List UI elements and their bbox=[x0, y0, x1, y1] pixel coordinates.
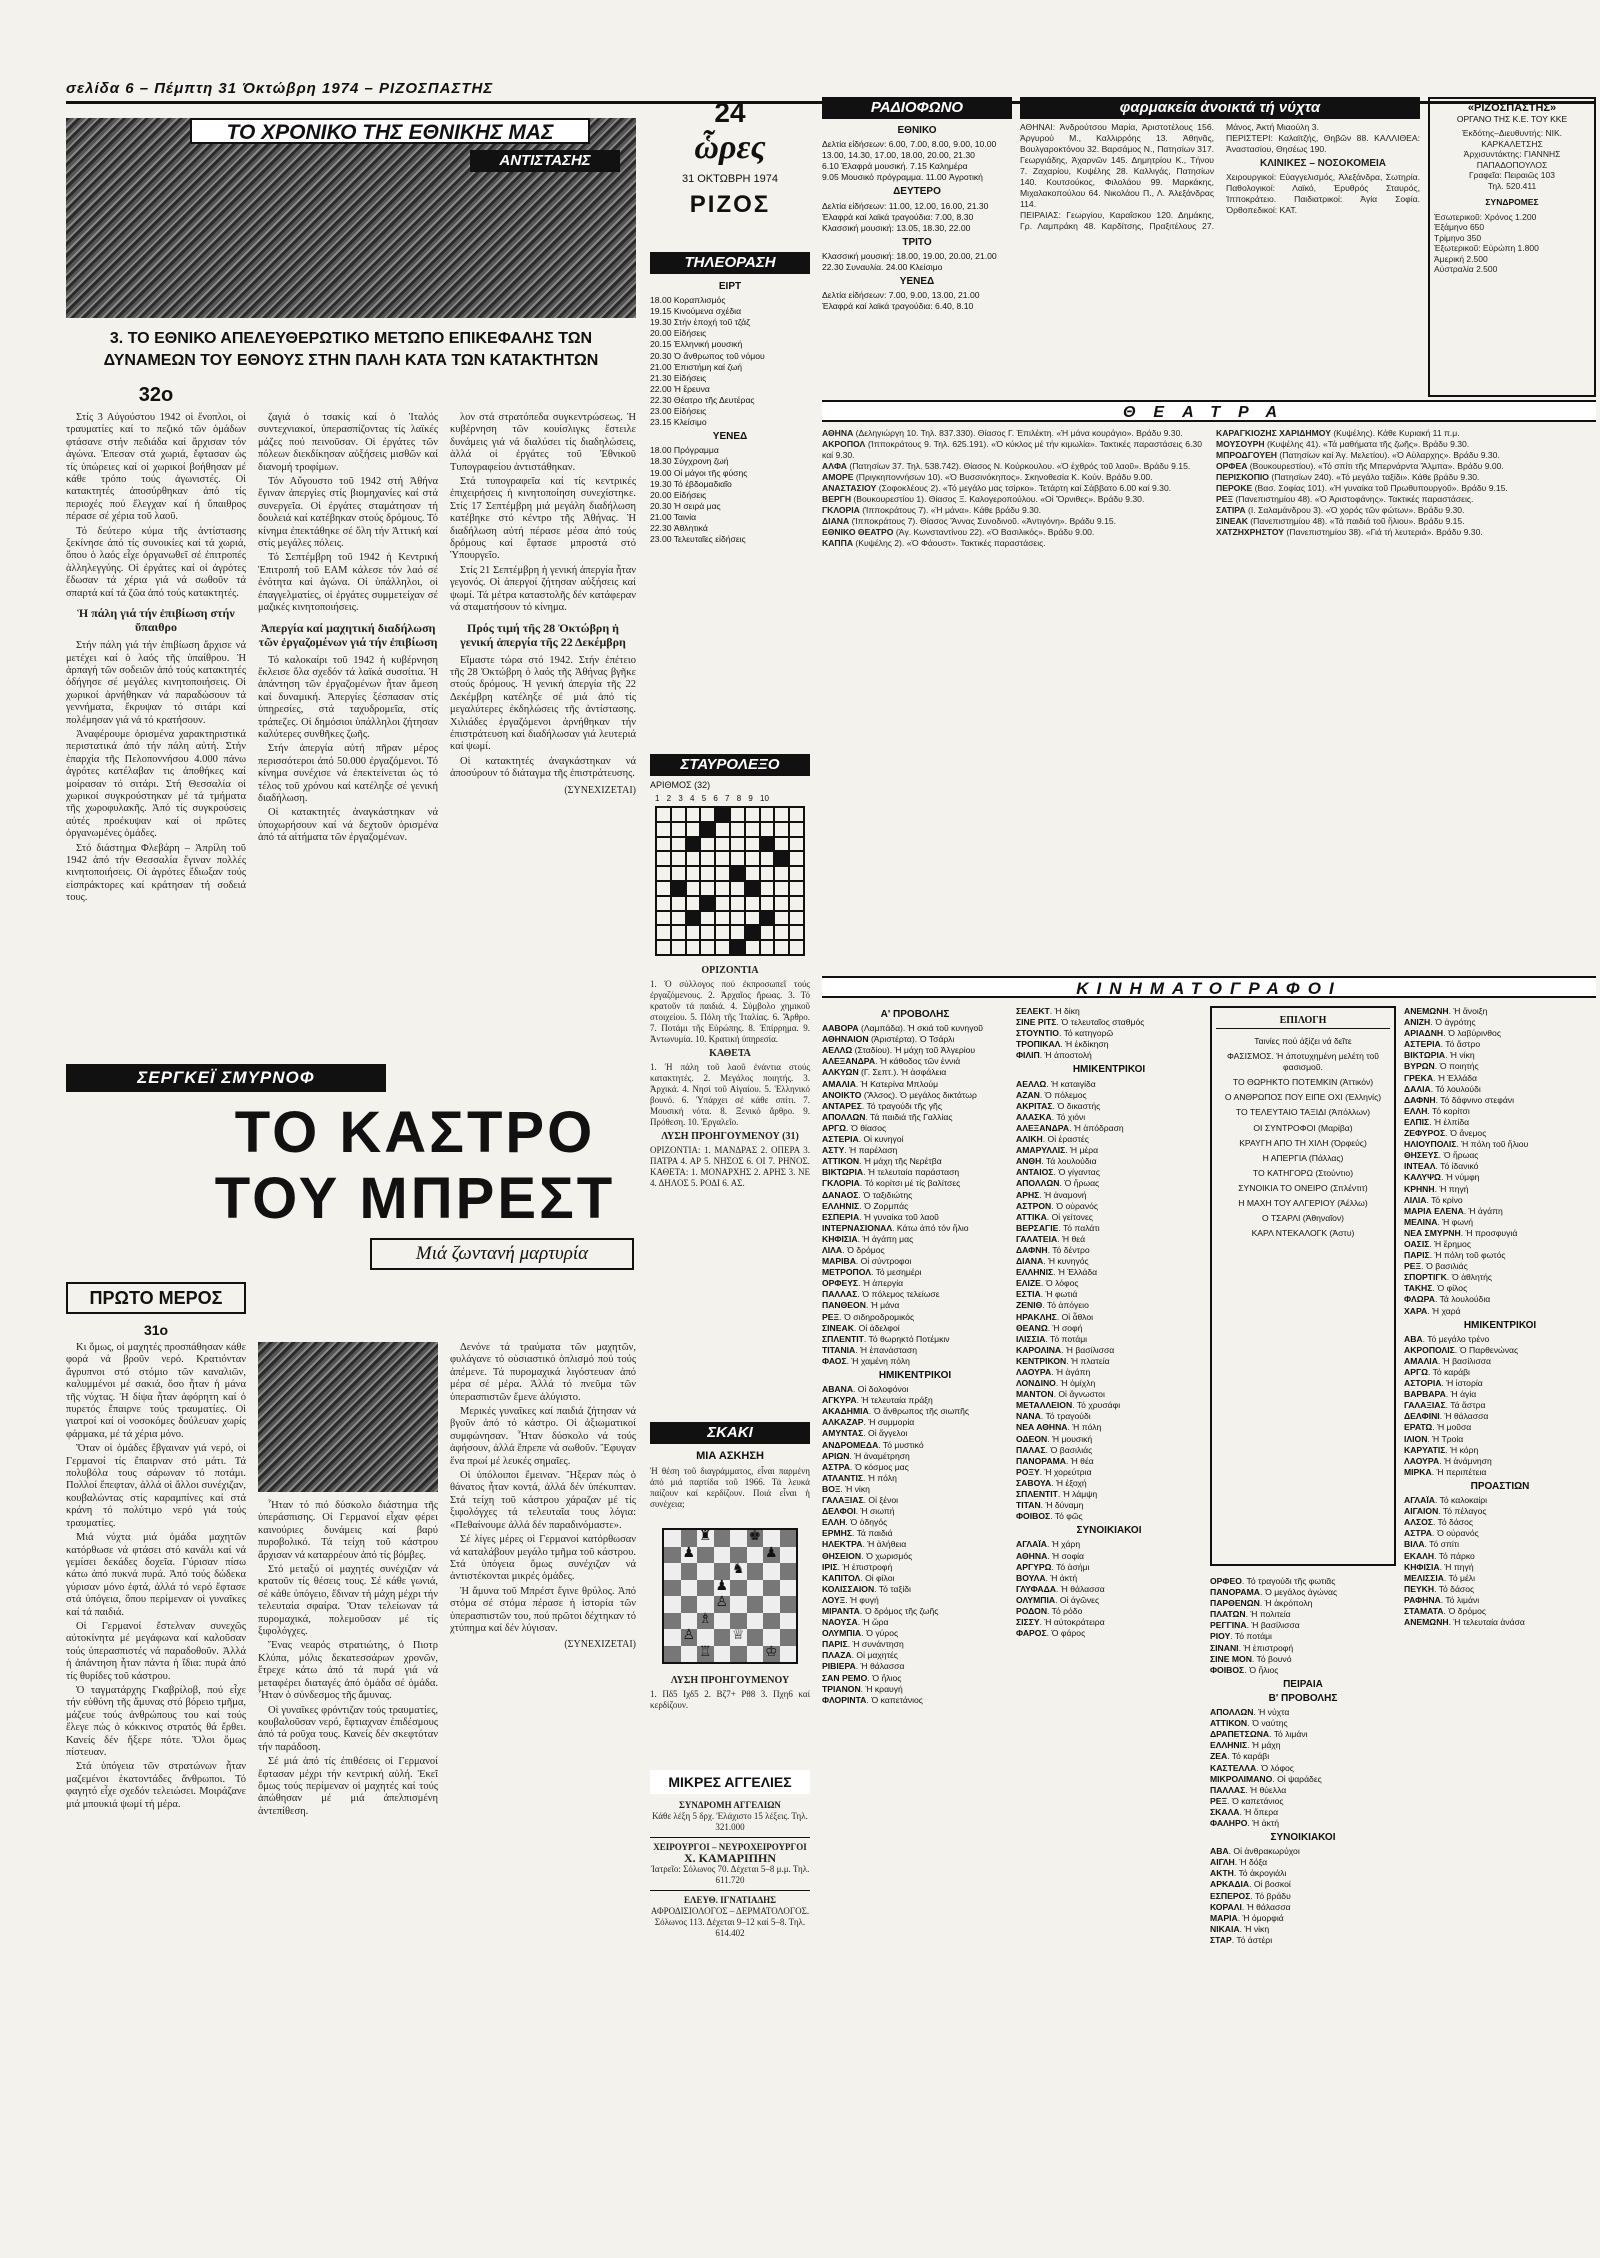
crossword-clues: ΟΡΙΖΟΝΤΙΑ 1. Ὁ σύλλογος πού ἐκπροσωπεῖ τούς ἐργαζόμενους. 2. Ἀρχαῖος ἥρωας. 3. Τό κρατοῦν τά παιδιά. 4. Σύμβολο χημικοῦ στοιχείου. 5. Πόλη τῆς Ἰταλίας. 6. Ἄρθρο. 7. Ποτάμι τῆς Εὐρώπης. 8. Ἐπίρρημα. 9. Ἀντωνυμία. 10. Κρατική ὑπηρεσία. ΚΑΘΕΤΑ 1. Ἡ πάλη τοῦ λαοῦ ἐνάντια στούς κατακτητές. 2. Μεγάλος ποιητής. 3. Ἀρχικά. 4. Νησί τοῦ Αἰγαίου. 5. Ἑλληνικό βουνό. 6. Ὑπάρχει σέ κάθε σπίτι. 7. Μουσική νότα. 8. Ξενικό ἄρθρο. 9. Πρόθεση. 10. Ἐργαλεῖο. ΛΥΣΗ ΠΡΟΗΓΟΥΜΕΝΟΥ (31) ΟΡΙΖΟΝΤΙΑ: 1. ΜΑΝΔΡΑΣ 2. ΟΠΕΡΑ 3. ΠΑΤΡΑ 4. ΑΡ 5. ΝΗΣΟΣ 6. ΟΙ 7. ΡΗΝΟΣ. ΚΑΘΕΤΑ: 1. ΜΟΝΑΡΧΗΣ 2. ΑΡΗΣ 3. ΝΕ 4. ΔΗΛΟΣ 5. ΡΟΔΙ 6. ΑΣ. bbox=[650, 965, 810, 1188]
crossword-cell bbox=[715, 837, 730, 852]
chess-square bbox=[730, 1563, 747, 1580]
chronicle-col-2: ζαγιά ὁ τσακίς καί ὁ Ἰταλός συντεχνιακοί, ὑπερασπίζοντας τίς λαϊκές μάζες πού πεινοῦσαν. Οἱ ἐργάτες τῶν πόλεων διεκδίκησαν αὐξήσεις μισθῶν καί διανομή τροφίμων. Τόν Αὔγουστο τοῦ 1942 στή Ἀθήνα ἔγιναν ἀπεργίες στίς βιομηχανίες καί στά συνεργεῖα. Οἱ ἐργάτες σταμάτησαν τή δουλειά καί κατέβηκαν στούς δρόμους. Τό κίνημα ἐπεκτάθηκε σέ ὅλη τήν Ἀττική καί στίς μεγάλες πόλεις. Τό Σεπτέμβρη τοῦ 1942 ἡ Κεντρική Ἐπιτροπή τοῦ ΕΑΜ κάλεσε τόν λαό σέ ἐνότητα καί ἀγώνα. Οἱ ὑπάλληλοι, οἱ ἐπαγγελματίες, οἱ ἐργάτες συμμετείχαν σέ μαζικές κινητοποιήσεις. Ἀπεργία καί μαχητική διαδήλωση τῶν ἐργαζομένων γιά τήν ἐπιβίωση Τό καλοκαίρι τοῦ 1942 ἡ κυβέρνηση ἔκλεισε ὅλα σχεδόν τά λαϊκά συσσίτια. Ἡ ἀπάντηση τῶν ἐργαζομένων ἦταν ἄμεση καί δυναμική. Ἀπεργίες ξέσπασαν στίς ὑπηρεσίες, στά ταχυδρομεῖα, στίς τράπεζες. Οἱ δημόσιοι ὑπάλληλοι ζήτησαν καλύτερες συνθῆκες ζωῆς. Στήν ἀπεργία αὐτή πῆραν μέρος περισσότεροι ἀπό 50.000 ἐργαζόμενοι. Τό κίνημα συνέχισε νά ἐπεκτείνεται ὡς τό τέλος τοῦ χρόνου καί κατέληξε σέ γενική διαδήλωση. Οἱ κατακτητές ἀναγκάστηκαν νά ὑποχωρήσουν καί νά δεχτοῦν ὁρισμένα ἀπό τά αἰτήματα τῶν ἐργαζομένων. bbox=[258, 412, 438, 844]
crossword-cell bbox=[730, 807, 745, 822]
box-title: «ΡΙΖΟΣΠΑΣΤΗΣ» bbox=[1467, 102, 1557, 114]
crossword-cell bbox=[774, 911, 789, 926]
crossword-cell bbox=[745, 866, 760, 881]
crossword-cell bbox=[745, 851, 760, 866]
chess-square bbox=[714, 1547, 731, 1564]
chess-piece: ♙ bbox=[682, 1628, 696, 1643]
chess-square bbox=[730, 1646, 747, 1663]
radio-third: ΤΡΙΤΟ bbox=[902, 236, 932, 248]
crossword-cell bbox=[745, 881, 760, 896]
chess-square bbox=[681, 1580, 698, 1597]
chess-square bbox=[664, 1646, 681, 1663]
cinemas-col-1: Α' ΠΡΟΒΟΛΗΣ ΑΑΒΟΡΑ (Λαμπάδα). Ἡ σκιά τοῦ κυνηγοῦ ΑΘΗΝΑΙΟΝ (Ἀριστέρτα). Ὁ Τσάρλι ΑΕΛΛΩ (Σταδίου). Ἡ μάχη τοῦ Ἀλγερίου ΑΛΕΞΑΝΔΡΑ. Ἡ κάθοδος τῶν ἐννιά ΑΛΚΥΩΝ (Γ. Σεπτ.). Ἡ ἀσφάλεια ΑΜΑΛΙΑ. Ἡ Κατερίνα Μπλούμ ΑΝΟΙΚΤΟ (Ἄλσος). Ὁ μεγάλος δικτάτωρ ΑΝΤΑΡΕΣ. Τό τραγούδι τῆς γῆς ΑΠΟΛΛΩΝ. Τά παιδιά τῆς Γαλλίας ΑΡΓΩ. Ὁ θίασος ΑΣΤΕΡΙΑ. Οἱ κυνηγοί ΑΣΤΥ. Ἡ παρέλαση ΑΤΤΙΚΟΝ. Ἡ μάχη τῆς Νερέτβα ΒΙΚΤΩΡΙΑ. Ἡ τελευταία παράσταση ΓΚΛΟΡΙΑ. Τό κορίτσι μέ τίς βαλίτσες ΔΑΝΑΟΣ. Ὁ ταξιδιώτης ΕΛΛΗΝΙΣ. Ὁ Ζορμπάς ΕΣΠΕΡΙΑ. Ἡ γυναίκα τοῦ λαοῦ ΙΝΤΕΡΝΑΣΙΟΝΑΛ. Κάτω ἀπό τόν ἥλιο ΚΗΦΙΣΙΑ. Ἡ ἀγάπη μας ΛΙΛΑ. Ὁ δρόμος ΜΑΡΙΒΑ. Οἱ σύντροφοι ΜΕΤΡΟΠΟΛ. Τό μεσημέρι ΟΡΦΕΥΣ. Ἡ ἀπεργία ΠΑΛΛΑΣ. Ὁ πόλεμος τελείωσε ΠΑΝΘΕΟΝ. Ἡ μάνα ΡΕΞ. Ὁ σιδηροδρομικός ΣΙΝΕΑΚ. Οἱ ἀδελφοί ΣΠΛΕΝΤΙΤ. Τό θωρηκτό Ποτέμκιν ΤΙΤΑΝΙΑ. Ἡ ἐπανάσταση ΦΑΟΣ. Ἡ χαμένη πόλη ΗΜΙΚΕΝΤΡΙΚΟΙ ΑΒΑΝΑ. Οἱ δολοφόνοι ΑΓΚΥΡΑ. Ἡ τελευταία πράξη ΑΚΑΔΗΜΙΑ. Ὁ ἄνθρωπος τῆς σιωπῆς ΑΛΚΑΖΑΡ. Ἡ συμμορία ΑΜΥΝΤΑΣ. Οἱ ἄγγελοι ΑΝΔΡΟΜΕΔΑ. Τό μυστικό ΑΡΙΩΝ. Ἡ ἀναμέτρηση ΑΣΤΡΑ. Ὁ κόσμος μας ΑΤΛΑΝΤΙΣ. Ἡ πόλη ΒΟΞ. Ἡ νίκη ΓΑΛΑΞΙΑΣ. Οἱ ξένοι ΔΕΛΦΟΙ. Ἡ σιωπή ΕΛΛΗ. Ὁ ὁδηγός ΕΡΜΗΣ. Τά παιδιά ΗΛΕΚΤΡΑ. Ἡ ἀλήθεια ΘΗΣΕΙΟΝ. Ὁ χωρισμός ΙΡΙΣ. Ἡ ἐπιστροφή ΚΑΠΙΤΟΛ. Οἱ φίλοι ΚΟΛΙΣΣΑΙΟΝ. Τό ταξίδι ΛΟΥΞ. Ἡ φυγή ΜΙΡΑΝΤΑ. Ὁ δρόμος τῆς ζωῆς ΝΑΟΥΣΑ. Ἡ ὥρα ΟΛΥΜΠΙΑ. Ὁ γύρος ΠΑΡΙΣ. Ἡ συνάντηση ΠΛΑΖΑ. Οἱ μαχητές ΡΙΒΙΕΡΑ. Ἡ θάλασσα ΣΑΝ ΡΕΜΟ. Ὁ ἥλιος ΤΡΙΑΝΟΝ. Ἡ κραυγή ΦΛΟΡΙΝΤΑ. Ὁ καπετάνιος bbox=[822, 1006, 1008, 2246]
chess-square bbox=[681, 1547, 698, 1564]
chess-piece: ♕ bbox=[731, 1628, 745, 1643]
hospitals-heading: ΚΛΙΝΙΚΕΣ – ΝΟΣΟΚΟΜΕΙΑ bbox=[1259, 158, 1386, 169]
chess-square bbox=[664, 1580, 681, 1597]
cinema-semicentral-3: ΗΜΙΚΕΝΤΡΙΚΟΙ bbox=[1463, 1319, 1537, 1331]
radio-second: ΔΕΥΤΕΡΟ bbox=[893, 186, 941, 198]
crossword-cell bbox=[789, 851, 804, 866]
chess-piece: ♟ bbox=[764, 1545, 778, 1561]
classifieds: ΣΥΝΔΡΟΜΗ ΑΓΓΕΛΙΩΝ Κάθε λέξη 5 δρχ. Ἐλάχιστο 15 λέξεις. Τηλ. 321.000 ΧΕΙΡΟΥΡΓΟΙ – ΝΕΥΡΟΧΕΙΡΟΥΡΓΟΙ Χ. ΚΑΜΑΡΙΠΗΝ Ἰατρεῖο: Σόλωνος 70. Δέχεται 5–8 μ.μ. Τηλ. 611.720 ΕΛΕΥΘ. ΙΓΝΑΤΙΑΔΗΣ ΑΦΡΟΔΙΣΙΟΛΟΓΟΣ – ΔΕΡΜΑΤΟΛΟΓΟΣ. Σόλωνος 113. Δέχεται 9–12 καί 5–8. Τηλ. 614.402 bbox=[650, 1800, 810, 1938]
brest-title-2: ΤΟΥ ΜΠΡΕΣΤ bbox=[214, 1166, 616, 1231]
crossword-cell bbox=[686, 896, 701, 911]
brest-part-label: ΠΡΩΤΟ ΜΕΡΟΣ bbox=[66, 1282, 246, 1314]
crossword-cell bbox=[656, 807, 671, 822]
crossword-cell bbox=[686, 911, 701, 926]
ad-surgeons: ΧΕΙΡΟΥΡΓΟΙ – ΝΕΥΡΟΧΕΙΡΟΥΡΓΟΙ bbox=[653, 1842, 807, 1852]
crossword-solution-heading: ΛΥΣΗ ΠΡΟΗΓΟΥΜΕΝΟΥ (31) bbox=[661, 1131, 799, 1142]
brest-number: 31ο bbox=[143, 1322, 169, 1338]
crossword-cell bbox=[700, 911, 715, 926]
tv-channel-eirt: ΕΙΡΤ bbox=[718, 281, 742, 292]
brest-title-1: ΤΟ ΚΑΣΤΡΟ bbox=[234, 1100, 596, 1165]
hours-date: 31 ΟΚΤΩΒΡΗ 1974 bbox=[681, 173, 779, 185]
chess-square bbox=[681, 1646, 698, 1663]
crossword-cell bbox=[700, 822, 715, 837]
chess-square bbox=[697, 1580, 714, 1597]
chess-piece: ♟ bbox=[715, 1578, 729, 1594]
crossword-cell bbox=[700, 896, 715, 911]
chess-square bbox=[664, 1530, 681, 1547]
chess-square bbox=[780, 1646, 797, 1663]
chess-square bbox=[664, 1596, 681, 1613]
cinema-first-run: Α' ΠΡΟΒΟΛΗΣ bbox=[880, 1009, 950, 1020]
crossword-cell bbox=[774, 940, 789, 955]
chess-square bbox=[763, 1563, 780, 1580]
chess-square bbox=[763, 1646, 780, 1663]
crossword-cell bbox=[774, 896, 789, 911]
crossword-cell bbox=[715, 896, 730, 911]
brest-photo bbox=[258, 1342, 438, 1492]
chess-piece: ♙ bbox=[715, 1595, 729, 1610]
pharmacies-listing: ΑΘΗΝΑΙ: Ἀνδρούτσου Μαρία, Ἀριστοτέλους 156. Ἀργυρού Μ., Καλλιρρόης 13. Ἀθηνᾶς, Βουλγαροκτόνου 32. Βαρσάμος Ν., Πατησίων 317. Γεωργιάδης, Ἀχαρνῶν 145. Δημητρίου Κ., Τήνου 7. Ζαχαρίου, Κυψέλης 28. Καλλιγάς, Πατησίων 140. Κουτσούκος, Φιλολάου 99. Μαρκάκης, Μιχαλακοπούλου 64. Νικολάου Π., Λ. Ἀλεξάνδρας 114. ΠΕΙΡΑΙΑΣ: Γεωργίου, Καραΐσκου 120. Δημάκης, Γρ. Λαμπράκη 48. Καρδίτσης, Πραξιτέλους 27. Μάνος, Ἀκτή Μιαούλη 3. ΠΕΡΙΣΤΕΡΙ: Καλαϊτζής, Θηβῶν 88. ΚΑΛΛΙΘΕΑ: Ἀναστασίου, Θησέως 190. ΚΛΙΝΙΚΕΣ – ΝΟΣΟΚΟΜΕΙΑ Χειρουργικοί: Εὐαγγελισμός, Ἀλεξάνδρα, Σωτηρία. Παθολογικοί: Λαϊκό, Ἐρυθρός Σταυρός, Ἱπποκράτειο. Παιδιατρικοί: Ἀγία Σοφία. Ὀρθοπεδικοί: ΚΑΤ. bbox=[1020, 122, 1420, 231]
tv-listing: ΕΙΡΤ 18.00 Κοραπλισμός 19.15 Κινούμενα σχέδια 19.30 Στήν ἐποχή τοῦ τζάζ 20.00 Εἰδήσεις 20.15 Ἐλληνική μουσική 20.30 Ὁ ἄνθρωπος τοῦ νόμου 21.00 Ἐπιστήμη καί ζωή 21.30 Εἰδήσεις 22.00 Ἡ ἔρευνα 22.30 Θέατρο τῆς Δευτέρας 23.00 Εἰδήσεις 23.15 Κλείσιμο ΥΕΝΕΔ 18.00 Πρόγραμμα 18.30 Σύγχρονη ζωή 19.00 Οἱ μάγοι τῆς φύσης 19.30 Τό ἑβδομαδιαῖο 20.00 Εἰδήσεις 20.30 Ἡ σειρά μας 21.00 Ταινία 22.30 Ἀθλητικά 23.00 Τελευταῖες εἰδήσεις bbox=[650, 278, 810, 748]
crossword-cell bbox=[656, 911, 671, 926]
radio-listing: ΕΘΝΙΚΟ Δελτία εἰδήσεων: 6.00, 7.00, 8.00, 9.00, 10.00 13.00, 14.30, 17.00, 18.00, 20.00, 21.30 6.10 Ἐλαφρά μουσική. 7.15 Καλημέρα 9.05 Μουσικό πρόγραμμα. 11.00 Ἀγροτική ΔΕΥΤΕΡΟ Δελτία εἰδήσεων: 11.00, 12.00, 16.00, 21.30 Ἐλαφρά καί λαϊκά τραγούδια: 7.00, 8.30 Κλασσική μουσική: 13.05, 18.30, 22.00 ΤΡΙΤΟ Κλασσική μουσική: 18.00, 19.00, 20.00, 21.00 22.30 Συναυλία. 24.00 Κλείσιμο ΥΕΝΕΔ Δελτία εἰδήσεων: 7.00, 9.00, 13.00, 21.00 Ἐλαφρά καί λαϊκά τραγούδια: 6.40, 8.10 bbox=[822, 122, 1012, 392]
chess-piece: ♚ bbox=[748, 1529, 762, 1544]
chess-square bbox=[763, 1547, 780, 1564]
chess-square bbox=[747, 1629, 764, 1646]
cinema-semicentral-2: ΗΜΙΚΕΝΤΡΙΚΟΙ bbox=[1072, 1064, 1146, 1076]
crossword-cell bbox=[789, 822, 804, 837]
chess-square bbox=[730, 1613, 747, 1630]
crossword-down-heading: ΚΑΘΕΤΑ bbox=[709, 1048, 751, 1059]
cinema-choice-box bbox=[1210, 1006, 1396, 1566]
chess-square bbox=[714, 1596, 731, 1613]
crossword-cell bbox=[671, 822, 686, 837]
crossword-cell bbox=[760, 822, 775, 837]
crossword-cell bbox=[789, 881, 804, 896]
chronicle-continued: (ΣΥΝΕΧΙΖΕΤΑΙ) bbox=[564, 784, 636, 796]
crossword-cell bbox=[686, 881, 701, 896]
crossword-cell bbox=[730, 851, 745, 866]
box-subscriptions: ΣΥΝΔΡΟΜΕΣ bbox=[1485, 197, 1539, 207]
chess-square bbox=[763, 1580, 780, 1597]
rizospastis-box: «ΡΙΖΟΣΠΑΣΤΗΣ» ΟΡΓΑΝΟ ΤΗΣ Κ.Ε. ΤΟΥ ΚΚΕ Ἐκδότης–Διευθυντής: ΝΙΚ. ΚΑΡΚΑΛΕΤΣΗΣ Ἀρχισυντάκτης: ΓΙΑΝΝΗΣ ΠΑΠΑΔΟΠΟΥΛΟΣ Γραφεῖα: Πειραιῶς 103 Τηλ. 520.411 ΣΥΝΔΡΟΜΕΣ Ἐσωτερικοῦ: Χρόνος 1.200 Ἑξάμηνο 650 Τρίμηνο 350 Ἐξωτερικοῦ: Εὐρώπη 1.800 Ἀμερική 2.500 Αὐστραλία 2.500 bbox=[1428, 97, 1596, 397]
chess-piece: ♖ bbox=[698, 1644, 712, 1660]
crossword-cell bbox=[760, 940, 775, 955]
crossword-cell bbox=[715, 851, 730, 866]
hours-title-24: 24 bbox=[714, 97, 746, 128]
chess-board bbox=[662, 1528, 798, 1664]
crossword-cell bbox=[671, 911, 686, 926]
crossword-column-numbers: 1 2 3 4 5 6 7 8 9 10 bbox=[655, 794, 769, 803]
chess-square bbox=[681, 1613, 698, 1630]
chess-square bbox=[714, 1629, 731, 1646]
chess-square bbox=[681, 1596, 698, 1613]
crossword-cell bbox=[715, 866, 730, 881]
chess-square bbox=[763, 1596, 780, 1613]
cinema-choice-list: Ταινίες πού ἀξίζει νά δεῖτε ΦΑΣΙΣΜΟΣ. Ἡ ἀποτυχημένη μελέτη τοῦ φασισμοῦ. ΤΟ ΘΩΡΗΚΤΟ ΠΟΤΕΜΚΙΝ (Ἀττικόν) Ο ΑΝΘΡΩΠΟΣ ΠΟΥ ΕΙΠΕ ΟΧΙ (Ἑλληνίς) ΤΟ ΤΕΛΕΥΤΑΙΟ ΤΑΞΙΔΙ (Ἀπόλλων) ΟΙ ΣΥΝΤΡΟΦΟΙ (Μαρίβα) ΚΡΑΥΓΗ ΑΠΟ ΤΗ ΧΙΛΗ (Ὀρφεύς) Η ΑΠΕΡΓΙΑ (Πάλλας) ΤΟ ΚΑΤΗΓΟΡΩ (Στούντιο) ΣΥΝΟΙΚΙΑ ΤΟ ΟΝΕΙΡΟ (Σπλέντιτ) Η ΜΑΧΗ ΤΟΥ ΑΛΓΕΡΙΟΥ (Ἀέλλω) Ο ΤΣΑΡΛΙ (Ἀθηναῖον) ΚΑΡΛ ΝΤΕΚΑΛΟΓΚ (Ἀστυ) bbox=[1224, 1036, 1382, 1239]
crossword-cell bbox=[789, 925, 804, 940]
crossword-cell bbox=[745, 940, 760, 955]
cinemas-label: ΚΙΝΗΜΑΤΟΓΡΑΦΟΙ bbox=[822, 976, 1596, 998]
chronicle-banner-sub: ΑΝΤΙΣΤΑΣΗΣ bbox=[470, 150, 620, 172]
cinema-choice-heading: ΕΠΙΛΟΓΗ bbox=[1216, 1015, 1390, 1029]
crossword-cell bbox=[760, 807, 775, 822]
masthead: σελίδα 6 – Πέμπτη 31 Όκτώβρη 1974 – ΡΙΖΟΣΠΑΣΤΗΣ bbox=[66, 80, 1596, 104]
chronicle-col-1: Στίς 3 Αὐγούστου 1942 οἱ ἔνοπλοι, οἱ τραυματίες καί το πεζικό τῶν ὁμάδων φτάσανε στήν πεδιάδα καί ἄρχισαν τόν ἀγώνα. Ἐπεσαν στά χωριά, ἔφτασαν ὡς τίς ὑπώρειες καί οἱ χωρικοί βοήθησαν μέ κάθε τρόπο τούς ἀγωνιστές. Οἱ κατακτητές ἀποσύρθηκαν ἀπό τίς περιοχές πού ἔλεγχαν καί ἡ ὕπαιθρος πέρασε σέ χέρια τοῦ λαοῦ. Τό δεύτερο κύμα τῆς ἀντίστασης ξεκίνησε ἀπό τίς συνοικίες καί τά χωριά, ὅπου ὁ λαός εἶχε ὀργανωθεῖ σέ ἐπιτροπές ἀλληλεγγύης. Οἱ ἐργάτες καί οἱ ἀγρότες ἔδωσαν τά χέρια γιά νά σωθοῦν τά σπαρτά καί τά ζῶα ἀπό τούς κατακτητές. Ἡ πάλη γιά τήν ἐπιβίωση στήν ὕπαιθρο Στήν πάλη γιά τήν ἐπιβίωση ἄρχισε νά μετέχει καί ὁ λαός τῆς ὑπαίθρου. Ἡ ἀρπαγή τῶν σοδειῶν ἀπό τούς κατακτητές ὁδήγησε σέ μεγάλες κινητοποιήσεις. Οἱ χωρικοί ἀρνήθηκαν νά παραδώσουν τά γεννήματα, ἔκρυψαν τό σιτάρι καί πολέμησαν γιά νά τό κρατήσουν. Ἀναφέρουμε ὁρισμένα χαρακτηριστικά περιστατικά ἀπό τήν πάλη αὐτή. Στήν ἐπαρχία τῆς Πελοποννήσου 4.000 πάνω ἀγρότες κατέλαβαν τις ἀποθήκες καί μοίρασαν τό σιτάρι. Στή Θεσσαλία οἱ χωρικοί συγκρούστηκαν μέ τά τμήματα τῆς χωροφυλακῆς. Ἀπό τίς συγκρούσεις αὐτές προέκυψαν καί οἱ πρῶτες ὀργανωμένες ὁμάδες. Στό διάστημα Φλεβάρη – Ἀπρίλη τοῦ 1942 ἀπό τήν Θεσσαλία ἔγιναν πολλές κινητοποιήσεις. Οἱ ἀγρότες ἔδιωξαν τούς εἰσπράκτορες καί κράτησαν τή σοδειά τους. bbox=[66, 412, 246, 904]
crossword-cell bbox=[730, 896, 745, 911]
chess-square bbox=[714, 1646, 731, 1663]
crossword-cell bbox=[686, 851, 701, 866]
crossword-cell bbox=[760, 866, 775, 881]
chess-square bbox=[747, 1596, 764, 1613]
crossword-cell bbox=[715, 807, 730, 822]
chess-square bbox=[780, 1613, 797, 1630]
ad-surgeon-name: Χ. ΚΑΜΑΡΙΠΗΝ bbox=[684, 1851, 776, 1865]
chess-square bbox=[747, 1646, 764, 1663]
brest-continued: (ΣΥΝΕΧΙΖΕΤΑΙ) bbox=[564, 1639, 636, 1651]
chess-square bbox=[697, 1530, 714, 1547]
chess-square bbox=[730, 1580, 747, 1597]
crossword-cell bbox=[686, 807, 701, 822]
crossword-cell bbox=[671, 940, 686, 955]
theatres-listing: ΑΘΗΝΑ (Δεληγιώργη 10. Τηλ. 837.330). Θίασος Γ. Ἐπιλέκτη. «Ἡ μάνα κουράγιο». Βράδυ 9.30. ΑΚΡΟΠΟΛ (Ἱπποκράτους 9. Τηλ. 625.191). «Ὁ κύκλος μέ τήν κιμωλία». Τακτικές παραστάσεις 6.30 καί 9.30. ΑΛΦΑ (Πατησίων 37. Τηλ. 538.742). Θίασος Ν. Κούρκουλου. «Ὁ ἐχθρός τοῦ λαοῦ». Βράδυ 9.15. ΑΜΟΡΕ (Πριγκηποννήσων 10). «Ὁ Βυσσινόκηπος». Σκηνοθεσία Κ. Κούν. Βράδυ 9.00. ΑΝΑΣΤΑΣΙΟΥ (Σοφοκλέους 2). «Τό μεγάλο μας τσίρκο». Τετάρτη καί Σάββατο 6.00 καί 9.30. ΒΕΡΓΗ (Βουκουρεστίου 1). Θίασος Ξ. Καλογεροπούλου. «Οἱ Ὄρνιθες». Βράδυ 9.30. ΓΚΛΟΡΙΑ (Ἱπποκράτους 7). «Ἡ μάνα». Κάθε βράδυ 9.30. ΔΙΑΝΑ (Ἱπποκράτους 7). Θίασος Ἄννας Συνοδινοῦ. «Ἀντιγόνη». Βράδυ 9.15. ΕΘΝΙΚΟ ΘΕΑΤΡΟ (Ἀγ. Κωνσταντίνου 22). «Ὁ Βασιλικός». Βράδυ 9.00. ΚΑΠΠΑ (Κυψέλης 2). «Ὁ Φάουστ». Τακτικές παραστάσεις. ΚΑΡΑΓΚΙΟΖΗΣ ΧΑΡΙΔΗΜΟΥ (Κυψέλης). Κάθε Κυριακή 11 π.μ. ΜΟΥΣΟΥΡΗ (Κυψέλης 41). «Τά μαθήματα τῆς ζωῆς». Βράδυ 9.30. ΜΠΡΟΔΓΟΥΕΗ (Πατησίων καί Ἀγ. Μελετίου). «Ὁ Αὐλαρχης». Βράδυ 9.30. ΟΡΦΕΑ (Βουκουρεστίου). «Τό σπίτι τῆς Μπερνάρντα Ἄλμπα». Βράδυ 9.00. ΠΕΡΙΣΚΟΠΙΟ (Πατησίων 240). «Τό μεγάλο ταξίδι». Κάθε βράδυ 9.30. ΠΕΡΟΚΕ (Βασ. Σοφίας 101). «Ἡ γυναίκα τοῦ Πρωθυπουργοῦ». Βράδυ 9.15. ΡΕΞ (Πανεπιστημίου 48). «Ὁ Ἀριστοφάνης». Τακτικές παραστάσεις. ΣΑΤΙΡΑ (Ι. Σαλαμάνδρου 3). «Ὁ χορός τῶν φώτων». Βράδυ 9.30. ΣΙΝΕΑΚ (Πανεπιστημίου 48). «Τά παιδιά τοῦ ἥλιου». Βράδυ 9.15. ΧΑΤΖΗΧΡΗΣΤΟΥ (Πανεπιστημίου 38). «Γιά τή λευτεριά». Βράδυ 9.30. bbox=[822, 428, 1508, 548]
chess-square bbox=[747, 1547, 764, 1564]
cinema-suburbs-heading: ΠΡΟΑΣΤΙΩΝ bbox=[1470, 1480, 1530, 1492]
chess-square bbox=[730, 1596, 747, 1613]
radio-yened: ΥΕΝΕΔ bbox=[899, 276, 935, 288]
crossword-cell bbox=[656, 851, 671, 866]
chess-solution: ΛΥΣΗ ΠΡΟΗΓΟΥΜΕΝΟΥ 1. Πδ5 Ιχδ5 2. Βζ7+ Ρθ8 3. Πχη6 καί κερδίζουν. bbox=[650, 1675, 810, 1710]
crossword-cell bbox=[789, 866, 804, 881]
crossword-cell bbox=[730, 866, 745, 881]
chronicle-subhead-3: Πρός τιμή τῆς 28 Ὀκτώβρη ἡ γενική ἀπεργία τῆς 22 Δεκέμβρη bbox=[460, 620, 626, 649]
crossword-cell bbox=[671, 851, 686, 866]
crossword-cell bbox=[789, 940, 804, 955]
hours-box bbox=[650, 97, 810, 237]
cinema-piraeus-second-run: Β' ΠΡΟΒΟΛΗΣ bbox=[1268, 1692, 1338, 1704]
crossword-cell bbox=[700, 940, 715, 955]
chess-square bbox=[780, 1547, 797, 1564]
radio-national: ΕΘΝΙΚΟ bbox=[897, 125, 937, 136]
crossword-cell bbox=[774, 881, 789, 896]
cinemas-col-4: ΑΝΕΜΩΝΗ. Ἡ ἄνοιξη ΑΝΙΖΗ. Ὁ ἀγρότης ΑΡΙΑΔΝΗ. Ὁ λαβύρινθος ΑΣΤΕΡΙΑ. Τό ἄστρο ΒΙΚΤΩΡΙΑ. Ἡ νίκη ΒΥΡΩΝ. Ὁ ποιητής ΓΡΕΚΑ. Ἡ Ἑλλάδα ΔΑΛΙΑ. Τό λουλούδι ΔΑΦΝΗ. Τό δάφνινο στεφάνι ΕΛΛΗ. Τό κορίτσι ΕΛΠΙΣ. Ἡ ἐλπίδα ΖΕΦΥΡΟΣ. Ὁ ἄνεμος ΗΛΙΟΥΠΟΛΙΣ. Ἡ πόλη τοῦ ἥλιου ΘΗΣΕΥΣ. Ὁ ἥρωας ΙΝΤΕΑΛ. Τό ἰδανικό ΚΑΛΥΨΩ. Ἡ νύμφη ΚΡΗΝΗ. Ἡ πηγή ΛΙΛΙΑ. Τό κρίνο ΜΑΡΙΑ ΕΛΕΝΑ. Ἡ ἀγάπη ΜΕΛΙΝΑ. Ἡ φωνή ΝΕΑ ΣΜΥΡΝΗ. Ἡ προσφυγιά ΟΑΣΙΣ. Ἡ ἔρημος ΠΑΡΙΣ. Ἡ πόλη τοῦ φωτός ΡΕΞ. Ὁ βασιλιάς ΣΠΟΡΤΙΓΚ. Ὁ ἀθλητής ΤΑΚΗΣ. Ὁ φίλος ΦΛΩΡΑ. Τά λουλούδια ΧΑΡΑ. Ἡ χαρά ΗΜΙΚΕΝΤΡΙΚΟΙ ΑΒΑ. Τό μεγάλο τρένο ΑΚΡΟΠΟΛΙΣ. Ὁ Παρθενώνας ΑΜΑΛΙΑ. Ἡ βασίλισσα ΑΡΓΩ. Τό καράβι ΑΣΤΟΡΙΑ. Ἡ ἱστορία ΒΑΡΒΑΡΑ. Ἡ ἁγία ΓΑΛΑΞΙΑΣ. Τά ἄστρα ΔΕΛΦΙΝΙ. Ἡ θάλασσα ΕΡΑΤΩ. Ἡ μοῦσα ΙΛΙΟΝ. Ἡ Τροία ΚΑΡΥΑΤΙΣ. Ἡ κόρη ΛΑΟΥΡΑ. Ἡ ἀνάμνηση ΜΙΡΚΑ. Ἡ περιπέτεια ΠΡΟΑΣΤΙΩΝ ΑΓΛΑΪΑ. Τό καλοκαίρι ΑΙΓΑΙΟΝ. Τό πέλαγος ΑΛΣΟΣ. Τό δάσος ΑΣΤΡΑ. Ὁ οὐρανός ΒΙΛΑ. Τό σπίτι ΕΚΑΛΗ. Τό πάρκο ΚΗΦΙΣΙΑ. Ἡ πηγή ΜΕΛΙΣΣΙΑ. Τό μέλι ΠΕΥΚΗ. Τό δάσος ΡΑΦΗΝΑ. Τό λιμάνι ΣΤΑΜΑΤΑ. Ὁ δρόμος ΑΝΕΜΩΝΗ. Ἡ τελευταία ἀνάσα bbox=[1404, 1006, 1596, 2246]
crossword-grid bbox=[655, 806, 805, 956]
crossword-cell bbox=[730, 911, 745, 926]
chess-square bbox=[697, 1563, 714, 1580]
chess-square bbox=[697, 1613, 714, 1630]
tv-label: ΤΗΛΕΟΡΑΣΗ bbox=[650, 252, 810, 274]
crossword-cell bbox=[656, 940, 671, 955]
crossword-cell bbox=[774, 807, 789, 822]
crossword-cell bbox=[686, 837, 701, 852]
crossword-cell bbox=[656, 822, 671, 837]
chess-piece: ♟ bbox=[682, 1545, 696, 1561]
crossword-cell bbox=[774, 925, 789, 940]
chess-solution-heading: ΛΥΣΗ ΠΡΟΗΓΟΥΜΕΝΟΥ bbox=[670, 1675, 790, 1686]
crossword-cell bbox=[760, 896, 775, 911]
crossword-cell bbox=[745, 837, 760, 852]
crossword-cell bbox=[760, 881, 775, 896]
ad-doctor: ΕΛΕΥΘ. ΙΓΝΑΤΙΑΔΗΣ bbox=[683, 1895, 777, 1905]
crossword-cell bbox=[774, 866, 789, 881]
classifieds-label: ΜΙΚΡΕΣ ΑΓΓΕΛΙΕΣ bbox=[650, 1770, 810, 1794]
crossword-cell bbox=[656, 866, 671, 881]
crossword-cell bbox=[760, 911, 775, 926]
crossword-cell bbox=[700, 837, 715, 852]
hours-sign: ΡΙΖΟΣ bbox=[689, 191, 771, 218]
chess-piece: ♜ bbox=[698, 1529, 712, 1544]
chess-square bbox=[697, 1547, 714, 1564]
tv-channel-yened: ΥΕΝΕΔ bbox=[712, 431, 748, 443]
box-subtitle: ΟΡΓΑΝΟ ΤΗΣ Κ.Ε. ΤΟΥ ΚΚΕ bbox=[1456, 113, 1568, 124]
cinemas-col-2: ΣΕΛΕΚΤ. Ἡ δίκη ΣΙΝΕ ΡΙΤΣ. Ὁ τελευταῖος σταθμός ΣΤΟΥΝΤΙΟ. Τό κατηγορῶ ΤΡΟΠΙΚΑΛ. Ἡ ἐκδίκηση ΦΙΛΙΠ. Ἡ ἀποστολή ΗΜΙΚΕΝΤΡΙΚΟΙ ΑΕΛΛΩ. Ἡ καταιγίδα ΑΖΑΝ. Ὁ πόλεμος ΑΚΡΙΤΑΣ. Ὁ δικαστής ΑΛΑΣΚΑ. Τό χιόνι ΑΛΕΞΑΝΔΡΑ. Ἡ ἀπόδραση ΑΛΙΚΗ. Οἱ ἐραστές ΑΜΑΡΥΛΛΙΣ. Ἡ μέρα ΑΝΘΗ. Τά λουλούδια ΑΝΤΑΙΟΣ. Ὁ γίγαντας ΑΠΟΛΛΩΝ. Ὁ ἥρωας ΑΡΗΣ. Ἡ ἀναμονή ΑΣΤΡΟΝ. Ὁ οὐρανός ΑΤΤΙΚΑ. Οἱ γείτονες ΒΕΡΣΑΓΙΕ. Τό παλάτι ΓΑΛΑΤΕΙΑ. Ἡ θεά ΔΑΦΝΗ. Τό δέντρο ΔΙΑΝΑ. Ἡ κυνηγός ΕΛΛΗΝΙΣ. Ἡ Ἑλλάδα ΕΛΙΖΕ. Ὁ λόφος ΕΣΤΙΑ. Ἡ φωτιά ΖΕΝΙΘ. Τό ἀπόγειο ΗΡΑΚΛΗΣ. Οἱ ἆθλοι ΘΕΑΝΩ. Ἡ σοφή ΙΛΙΣΣΙΑ. Τό ποτάμι ΚΑΡΟΛΙΝΑ. Ἡ βασίλισσα ΚΕΝΤΡΙΚΟΝ. Ἡ πλατεία ΛΑΟΥΡΑ. Ἡ ἀγάπη ΛΟΝΔΙΝΟ. Ἡ ὁμίχλη ΜΑΝΤΟΝ. Οἱ ἄγνωστοι ΜΕΤΑΛΛΕΙΟΝ. Τό χρυσάφι ΝΑΝΑ. Τό τραγούδι ΝΕΑ ΑΘΗΝΑ. Ἡ πόλη ΟΔΕΟΝ. Ἡ μουσική ΠΑΛΑΣ. Ὁ βασιλιάς ΠΑΝΟΡΑΜΑ. Ἡ θέα ΡΟΞΥ. Ἡ χορεύτρια ΣΑΒΟΥΑ. Ἡ ἐξοχή ΣΠΛΕΝΤΙΤ. Ἡ λάμψη ΤΙΤΑΝ. Ἡ δύναμη ΦΟΙΒΟΣ. Τό φῶς ΣΥΝΟΙΚΙΑΚΟΙ ΑΓΛΑΪΑ. Ἡ χάρη ΑΘΗΝΑ. Ἡ σοφία ΑΡΓΥΡΩ. Τό ἀσήμι ΒΟΥΛΑ. Ἡ ἀκτή ΓΛΥΦΑΔΑ. Ἡ θάλασσα ΟΛΥΜΠΙΑ. Οἱ ἀγῶνες ΡΟΔΟΝ. Τό ρόδο ΣΙΣΣΥ. Ἡ αὐτοκράτειρα ΦΑΡΟΣ. Ὁ φάρος bbox=[1016, 1006, 1202, 2246]
crossword-across-heading: ΟΡΙΖΟΝΤΙΑ bbox=[701, 965, 759, 976]
brest-col-3: Δενόνε τά τραύματα τῶν μαχητῶν, φυλάγανε τό οὐσιαστικό ὁπλισμό πού τούς ἀπέμενε. Τά πυρομαχικά λιγόστευαν ἀπό μέρα σέ μέρα. Ἀλλά τό πνεῦμα τῶν ὑπερασπιστῶν ἔμενε ἀλύγιστο. Μερικές γυναῖκες καί παιδιά ζήτησαν νά βγοῦν ἀπό τό κάστρο. Οἱ ἀξιωματικοί συμφώνησαν. Ἦταν δύσκολο νά τούς ἀφήσουν, ἀλλά ἔπρεπε νά σωθοῦν. Ἔφυγαν ἕνα πρωί μέ λευκές σημαῖες. Οἱ ὑπόλοιποι ἔμειναν. Ἤξεραν πώς ὁ θάνατος ἦταν κοντά, ἀλλά δέν ὑπέκυπταν. Στά τείχη τοῦ κάστρου χάραζαν μέ τίς ξιφολόγχες τά τελευταῖα τους λόγια: «Πεθαίνουμε ἀλλά δέν παραδινόμαστε». Σέ λίγες μέρες οἱ Γερμανοί κατόρθωσαν νά καταλάβουν μεγάλο τμῆμα τοῦ κάστρου. Στά ὑπόγεια ὅμως συνέχιζαν νά ἀντιστέκονται μικρές ὁμάδες. Ἡ ἄμυνα τοῦ Μπρέστ ἔγινε θρύλος. Ἀπό στόμα σέ στόμα πέρασε ἡ ἱστορία τῶν ὑπερασπιστῶν του, πού πρῶτοι δέχτηκαν τό χτύπημα καί δέν λύγισαν. (ΣΥΝΕΧΙΖΕΤΑΙ) bbox=[450, 1342, 636, 1651]
cinema-suburban-2: ΣΥΝΟΙΚΙΑΚΟΙ bbox=[1270, 1832, 1336, 1844]
crossword-cell bbox=[730, 837, 745, 852]
chess-square bbox=[697, 1646, 714, 1663]
chess-square bbox=[681, 1629, 698, 1646]
chess-piece: ♔ bbox=[764, 1644, 778, 1660]
chess-square bbox=[664, 1613, 681, 1630]
chess-square bbox=[714, 1613, 731, 1630]
crossword-cell bbox=[774, 837, 789, 852]
chess-square bbox=[747, 1580, 764, 1597]
crossword-cell bbox=[700, 807, 715, 822]
crossword-cell bbox=[671, 925, 686, 940]
chess-text: Ἡ θέση τοῦ διαγράμματος, εἶναι παρμένη ἀπό μιά παρτίδα τοῦ 1966. Τά λευκά παίζουν καί κερδίζουν. Ποιά εἶναι ἡ συνέχεια; bbox=[650, 1466, 810, 1509]
crossword-cell bbox=[700, 925, 715, 940]
brest-subtitle: Μιά ζωντανή μαρτυρία bbox=[370, 1238, 634, 1270]
crossword-cell bbox=[715, 881, 730, 896]
chess-piece: ♞ bbox=[731, 1562, 745, 1577]
crossword-cell bbox=[686, 925, 701, 940]
chess-square bbox=[780, 1596, 797, 1613]
crossword-cell bbox=[774, 822, 789, 837]
crossword-cell bbox=[671, 896, 686, 911]
crossword-cell bbox=[671, 807, 686, 822]
crossword-cell bbox=[671, 881, 686, 896]
crossword-cell bbox=[656, 881, 671, 896]
chess-square bbox=[730, 1547, 747, 1564]
chess-label: ΣΚΑΚΙ bbox=[650, 1422, 810, 1444]
theatres-label: ΘΕΑΤΡΑ bbox=[822, 400, 1596, 422]
chronicle-banner: ΤΟ ΧΡΟΝΙΚΟ ΤΗΣ ΕΘΝΙΚΗΣ ΜΑΣ bbox=[190, 118, 590, 144]
hours-title-ores: ὧρες bbox=[694, 129, 766, 166]
crossword-cell bbox=[715, 911, 730, 926]
resistance-photo bbox=[66, 118, 636, 318]
brest-col-2: Ἦταν τό πιό δύσκολο διάστημα τῆς ὑπεράσπισης. Οἱ Γερμανοί εἶχαν φέρει καινούριες δυνάμεις καί βαρύ πυροβολικό. Τά τείχη τοῦ κάστρου ἄρχισαν νά καταρρέουν ἀπό τίς βόμβες. Στό μεταξύ οἱ μαχητές συνέχιζαν νά κρατοῦν τίς θέσεις τους. Σέ κάθε γωνιά, σέ κάθε ὑπόγειο, ἔδιναν τή μάχη μέχρι τήν τελευταία σφαίρα. Ὅταν τελείωναν τά πυρομαχικά, πολεμοῦσαν μέ τίς ξιφολόγχες. Ἕνας νεαρός στρατιώτης, ὁ Πιοτρ Κλύπα, μόλις δεκατεσσάρων χρονῶν, ἔτρεχε κάτω ἀπό τά πυρά γιά νά μεταφέρει διαταγές ἀπό ὁμάδα σέ ὁμάδα. Ἦταν ὁ σύνδεσμος τῆς ἄμυνας. Οἱ γυναῖκες φρόντιζαν τούς τραυματίες, κουβαλοῦσαν νερό, ἔφτιαχναν ἐπιδέσμους ἀπό τά ροῦχα τους. Κανείς δέν σκεφτόταν τήν παράδοση. Σέ μιά ἀπό τίς ἐπιθέσεις οἱ Γερμανοί ἔφτασαν μέχρι τήν κεντρική αὐλή. Ἐκεῖ ὅμως τούς περίμεναν οἱ μαχητές καί τούς ἀπώθησαν μέ μιά ἀπελπισμένη ἀντεπίθεση. bbox=[258, 1342, 438, 2242]
crossword-cell bbox=[789, 807, 804, 822]
chronicle-subhead-2: Ἀπεργία καί μαχητική διαδήλωση τῶν ἐργαζομένων γιά τήν ἐπιβίωση bbox=[258, 620, 438, 649]
crossword-cell bbox=[789, 896, 804, 911]
brest-author: ΣΕΡΓΚΕΪ ΣΜΥΡΝΟΦ bbox=[66, 1064, 386, 1092]
crossword-cell bbox=[686, 940, 701, 955]
chess-square bbox=[664, 1563, 681, 1580]
crossword-cell bbox=[700, 881, 715, 896]
crossword-cell bbox=[656, 925, 671, 940]
crossword-cell bbox=[760, 925, 775, 940]
crossword-cell bbox=[671, 866, 686, 881]
chess-square bbox=[714, 1580, 731, 1597]
crossword-cell bbox=[730, 940, 745, 955]
crossword-cell bbox=[745, 925, 760, 940]
crossword-cell bbox=[715, 925, 730, 940]
chess-square bbox=[730, 1530, 747, 1547]
crossword-cell bbox=[745, 822, 760, 837]
crossword-cell bbox=[686, 866, 701, 881]
chess-square bbox=[681, 1530, 698, 1547]
chess-square bbox=[780, 1530, 797, 1547]
crossword-cell bbox=[686, 822, 701, 837]
crossword-cell bbox=[700, 851, 715, 866]
crossword-cell bbox=[656, 896, 671, 911]
chess-title: ΜΙΑ ΑΣΚΗΣΗ bbox=[696, 1450, 764, 1462]
crossword-cell bbox=[745, 807, 760, 822]
chess-square bbox=[681, 1563, 698, 1580]
crossword-cell bbox=[760, 851, 775, 866]
cinema-semicentral-1: ΗΜΙΚΕΝΤΡΙΚΟΙ bbox=[878, 1370, 952, 1381]
chess-square bbox=[730, 1629, 747, 1646]
chess-square bbox=[714, 1563, 731, 1580]
chess-square bbox=[780, 1563, 797, 1580]
chess-square bbox=[664, 1547, 681, 1564]
cinema-suburban-1: ΣΥΝΟΙΚΙΑΚΟΙ bbox=[1076, 1525, 1142, 1537]
crossword-cell bbox=[760, 837, 775, 852]
chess-square bbox=[747, 1613, 764, 1630]
crossword-number: ΑΡΙΘΜΟΣ (32) bbox=[650, 780, 711, 790]
crossword-cell bbox=[700, 866, 715, 881]
chess-square bbox=[714, 1530, 731, 1547]
chronicle-part-number: 32ο bbox=[138, 384, 174, 406]
chess-square bbox=[780, 1629, 797, 1646]
brest-col-1: Κι ὅμως, οἱ μαχητές προσπάθησαν κάθε φορά νά βροῦν νερό. Κρατιόνταν ἄγρυπνοι στό στόμιο τῶν καναλιῶν, καλυμμένοι μέ σακιά, ὅσο ἦταν ἡ μάνα τῆς νύχτας. Ἡ δίψα ἦταν ἀφόρητη καί ὁ πυρετός ἔπαιρνε τούς τραυματίες. Οἱ γιατροί καί οἱ νοσοκόμες δούλευαν χωρίς φάρμακα, μέ τά χέρια μόνο. Ὅταν οἱ ὁμάδες ἔβγαιναν γιά νερό, οἱ Γερμανοί τίς ἔπαιρναν στό μάτι. Τά πολυβόλα τους σάρωναν τό ποτάμι. Πολλοί ἔπεφταν, ἀλλά οἱ ἄλλοι συνέχιζαν, κουβαλώντας στίς καραμπίνες καί στά κράνη τό πολύτιμο νερό γιά τούς τραυματίες. Μιά νύχτα μιά ὁμάδα μαχητῶν κατόρθωσε νά φτάσει στό κανάλι καί νά γεμίσει δεκάδες δοχεῖα. Γύρισαν πίσω κάτω ἀπό πυκνά πυρά. Ἀπό τούς δώδεκα γύρισαν μόνο ἑφτά, ἀλλά τό νερό ἔφτασε στά ὑπόγεια, ὅπου περίμεναν οἱ γυναῖκες καί τά παιδιά. Οἱ Γερμανοί ἔστελναν συνεχῶς αὐτοκίνητα μέ μεγάφωνα καί καλοῦσαν τούς ὑπερασπιστές νά παραδοθοῦν. Ἀλλά ἡ ἀπάντηση ἦταν πάντα ἡ ἴδια: πυρά ἀπό τίς θυρίδες τοῦ κάστρου. Ὁ ταγματάρχης Γκαβρίλοβ, πού εἶχε τήν εὐθύνη τῆς ἄμυνας στό βόρειο τμῆμα, μάζευε τούς ἀνθρώπους του καί τούς ἔλεγε πώς ὁ κόκκινος στρατός θά ἔρθει. Κανείς δέν ἤξερε πότε. Ὅλοι ὅμως πίστευαν. Στά ὑπόγεια τῶν στρατώνων ἦταν μαζεμένοι ἑκατοντάδες ἄνθρωποι. Τό φαγητό εἶχε σχεδόν τελειώσει. Μοιράζανε μιά μπουκιά ψωμί τή μέρα. bbox=[66, 1342, 246, 1810]
crossword-cell bbox=[715, 940, 730, 955]
chess-square bbox=[780, 1580, 797, 1597]
cinemas-col-3: ΟΡΦΕΟ. Τό τραγούδι τῆς φωτιᾶς ΠΑΝΟΡΑΜΑ. Ὁ μεγάλος ἀγώνας ΠΑΡΘΕΝΩΝ. Ἡ ἀκρόπολη ΠΛΑΤΩΝ. Ἡ πολιτεία ΡΕΓΓΙΝΑ. Ἡ βασίλισσα ΡΙΟΥ. Τό ποτάμι ΣΙΝΑΝΙ. Ἡ ἐπιστροφή ΣΙΝΕ ΜΟΝ. Τό βουνό ΦΟΙΒΟΣ. Ὁ ἥλιος ΠΕΙΡΑΙΑ Β' ΠΡΟΒΟΛΗΣ ΑΠΟΛΛΩΝ. Ἡ νύχτα ΑΤΤΙΚΟΝ. Ὁ ναύτης ΔΡΑΠΕΤΣΩΝΑ. Τό λιμάνι ΕΛΛΗΝΙΣ. Ἡ μάχη ΖΕΑ. Τό καράβι ΚΑΣΤΕΛΛΑ. Ὁ λόφος ΜΙΚΡΟΛΙΜΑΝΟ. Οἱ ψαράδες ΠΑΛΛΑΣ. Ἡ θύελλα ΡΕΞ. Ὁ καπετάνιος ΣΚΑΛΑ. Ἡ ὄπερα ΦΑΛΗΡΟ. Ἡ ἀκτή ΣΥΝΟΙΚΙΑΚΟΙ ΑΒΑ. Οἱ ἀνθρακωρύχοι ΑΙΓΛΗ. Ἡ δόξα ΑΚΤΗ. Τό ἀκρογιάλι ΑΡΚΑΔΙΑ. Οἱ βοσκοί ΕΣΠΕΡΟΣ. Τό βράδυ ΚΟΡΑΛΙ. Ἡ θάλασσα ΜΑΡΙΑ. Ἡ ὀμορφιά ΝΙΚΑΙΑ. Ἡ νίκη ΣΤΑΡ. Τό ἀστέρι bbox=[1210, 1576, 1396, 2246]
crossword-cell bbox=[745, 911, 760, 926]
crossword-cell bbox=[715, 822, 730, 837]
chronicle-headline: 3. ΤΟ ΕΘΝΙΚΟ ΑΠΕΛΕΥΘΕΡΩΤΙΚΟ ΜΕΤΩΠΟ ΕΠΙΚΕΦΑΛΗΣ ΤΩΝ ΔΥΝΑΜΕΩΝ ΤΟΥ ΕΘΝΟΥΣ ΣΤΗΝ ΠΑΛΗ ΚΑΤΑ ΤΩΝ ΚΑΤΑΚΤΗΤΩΝ bbox=[103, 330, 599, 369]
crossword-label: ΣΤΑΥΡΟΛΕΞΟ bbox=[650, 754, 810, 776]
pharmacies-label: φαρμακεία ἀνοικτά τή νύχτα bbox=[1020, 97, 1420, 119]
crossword-cell bbox=[789, 837, 804, 852]
crossword-cell bbox=[730, 925, 745, 940]
chess-square bbox=[747, 1530, 764, 1547]
crossword-cell bbox=[745, 896, 760, 911]
crossword-cell bbox=[730, 881, 745, 896]
cinema-piraeus: ΠΕΙΡΑΙΑ bbox=[1283, 1678, 1323, 1690]
chess-square bbox=[664, 1629, 681, 1646]
chess-square bbox=[763, 1530, 780, 1547]
crossword-cell bbox=[774, 851, 789, 866]
chess-square bbox=[747, 1563, 764, 1580]
radio-label: ΡΑΔΙΟΦΩΝΟ bbox=[822, 97, 1012, 119]
crossword-cell bbox=[671, 837, 686, 852]
crossword-cell bbox=[656, 837, 671, 852]
chess-piece: ♗ bbox=[698, 1611, 712, 1627]
chess-square bbox=[763, 1629, 780, 1646]
chronicle-subhead-1: Ἡ πάλη γιά τήν ἐπιβίωση στήν ὕπαιθρο bbox=[77, 606, 235, 635]
chronicle-col-3: λον στά στρατόπεδα συγκεντρώσεως. Ἡ κυβέρνηση τῶν κουίσλιγκς ἔστειλε δυνάμεις γιά νά διαλύσει τίς διαδηλώσεις, ἀλλά οἱ ἐργάτες τοῦ Ἐθνικοῦ Τυπογραφείου ἀντιστάθηκαν. Στά τυπογραφεῖα καί τίς κεντρικές ἐπιχειρήσεις ἡ κινητοποίηση συνεχίστηκε. Στίς 17 Σεπτέμβρη μιά μεγάλη διαδήλωση κατέβηκε στό κέντρο τῆς Ἀθήνας. Ἡ διαδήλωση αὐτή πέρασε μέσα ἀπό τούς δρόμους καί ἔφτασε μπροστά στό Ὑπουργεῖο. Στίς 21 Σεπτέμβρη ἡ γενική ἀπεργία ἦταν γεγονός. Οἱ ἀπεργοί ζήτησαν αὐξήσεις καί ψωμί. Τά μέτρα καταστολῆς δέν κατάφεραν νά σταματήσουν τό κίνημα. Πρός τιμή τῆς 28 Ὀκτώβρη ἡ γενική ἀπεργία τῆς 22 Δεκέμβρη Εἴμαστε τώρα στό 1942. Στήν ἐπέτειο τῆς 28 Ὀκτώβρη ὁ λαός τῆς Ἀθήνας βγῆκε στούς δρόμους. Ἡ γενική ἀπεργία τῆς 22 Δεκέμβρη κατέληξε σέ μιά ἀπό τίς μεγαλύτερες ἐκδηλώσεις τῆς ἀντίστασης. Χιλιάδες ἐργαζόμενοι ἀρνήθηκαν τήν ἐπιστράτευση καί διαδήλωσαν γιά λευτεριά καί ψωμί. Οἱ κατακτητές ἀναγκάστηκαν νά ἀποσύρουν τό διάταγμα τῆς ἐπιστράτευσης. (ΣΥΝΕΧΙΖΕΤΑΙ) bbox=[450, 412, 636, 796]
chess-square bbox=[697, 1596, 714, 1613]
chess-square bbox=[697, 1629, 714, 1646]
chess-square bbox=[763, 1613, 780, 1630]
crossword-cell bbox=[730, 822, 745, 837]
ad-subscription: ΣΥΝΔΡΟΜΗ ΑΓΓΕΛΙΩΝ bbox=[679, 1800, 781, 1810]
crossword-cell bbox=[789, 911, 804, 926]
